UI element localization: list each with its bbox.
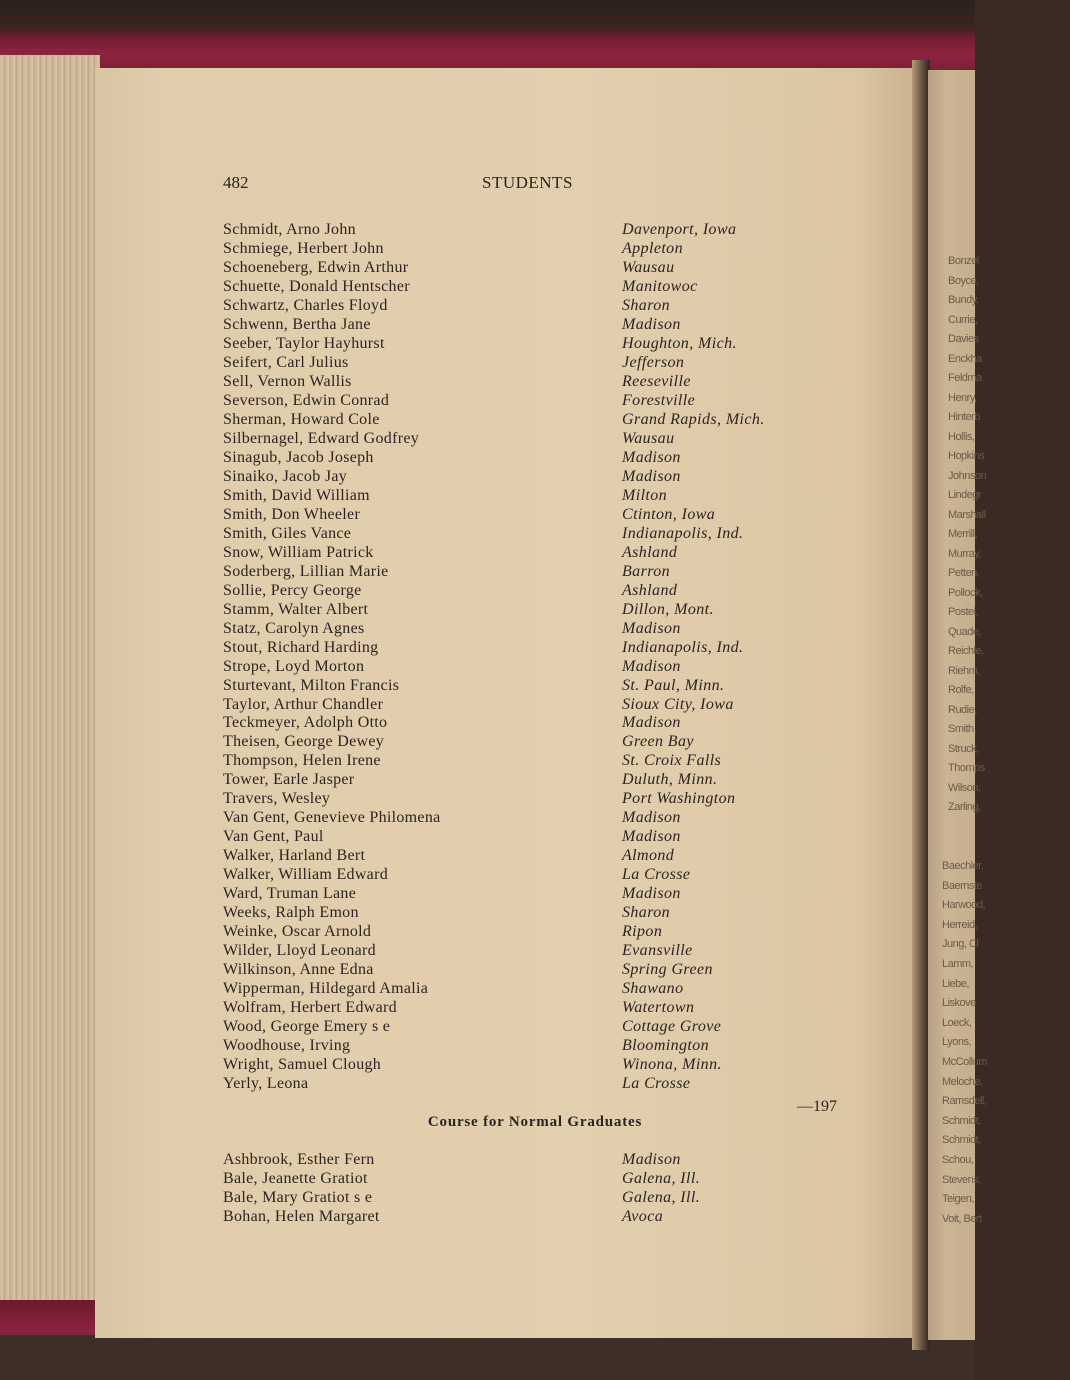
student-name: Weinke, Oscar Arnold	[223, 923, 372, 941]
student-name: Smith, David William	[223, 486, 370, 504]
student-name: Taylor, Arthur Chandler	[223, 695, 384, 713]
student-name: Sollie, Percy George	[223, 581, 362, 599]
facing-page-word: McCollum	[942, 1056, 987, 1068]
student-hometown: Davenport, Iowa	[622, 221, 737, 238]
student-name: Schmidt, Arno John	[223, 221, 356, 238]
student-hometown: Madison	[622, 809, 681, 827]
student-hometown: Indianapolis, Ind.	[622, 524, 744, 542]
student-hometown: Reeseville	[622, 372, 691, 390]
student-name: Wood, George Emery s e	[223, 1018, 391, 1036]
facing-page-word: Jung, Cl	[942, 938, 979, 951]
student-hometown: Ctinton, Iowa	[622, 505, 716, 523]
student-name: Van Gent, Paul	[223, 828, 324, 846]
facing-page-word: Boyce,	[948, 274, 979, 287]
facing-page-word: Hollis,	[948, 430, 975, 443]
student-name: Sinaiko, Jacob Jay	[223, 467, 348, 485]
student-name: Statz, Carolyn Agnes	[223, 619, 365, 637]
student-hometown: Forestville	[622, 391, 696, 409]
student-hometown: Barron	[622, 562, 671, 580]
facing-page-word: Lindegr	[948, 489, 982, 501]
facing-page-word: Smith,	[948, 723, 977, 735]
student-hometown: Shawano	[622, 980, 684, 998]
facing-page-word: Zarling,	[948, 801, 981, 813]
book-page	[95, 68, 920, 1338]
student-name: Silbernagel, Edward Godfrey	[223, 429, 420, 447]
student-name: Seeber, Taylor Hayhurst	[223, 334, 385, 352]
student-hometown: Madison	[622, 828, 681, 846]
student-name: Schwartz, Charles Floyd	[223, 296, 388, 314]
student-hometown: Manitowoc	[622, 277, 698, 295]
student-hometown: Madison	[622, 714, 681, 732]
student-name: Severson, Edwin Conrad	[223, 391, 390, 409]
student-name: Bohan, Helen Margaret	[223, 1208, 380, 1225]
student-hometown: Spring Green	[622, 961, 713, 979]
student-name: Sell, Vernon Wallis	[223, 372, 352, 390]
student-name: Strope, Loyd Morton	[223, 657, 365, 675]
student-name: Schmiege, Herbert John	[223, 239, 384, 257]
student-hometown: Port Washington	[622, 790, 736, 808]
facing-page-word: Voit, Bert	[942, 1212, 982, 1225]
student-name: Tower, Earle Jasper	[223, 771, 355, 789]
facing-page-word: Baernste	[942, 879, 983, 892]
student-hometown: Houghton, Mich.	[622, 334, 737, 352]
student-hometown: Madison	[622, 467, 681, 485]
student-name: Travers, Wesley	[223, 790, 331, 808]
student-hometown: Sioux City, Iowa	[622, 695, 734, 713]
facing-page-word: Harwood,	[942, 899, 986, 912]
facing-page-word: Pollock,	[948, 586, 983, 599]
student-name: Ashbrook, Esther Fern	[223, 1151, 375, 1168]
student-hometown: Madison	[622, 1151, 681, 1168]
facing-page-word: Herreid,	[942, 918, 978, 931]
student-name: Smith, Don Wheeler	[223, 505, 361, 523]
student-name: Schoeneberg, Edwin Arthur	[223, 258, 409, 276]
student-hometown: Madison	[622, 448, 681, 466]
facing-page-word: Bonzel	[948, 255, 979, 267]
student-name: Theisen, George Dewey	[223, 733, 385, 751]
facing-page-word: Murray,	[948, 547, 981, 560]
student-hometown: Ashland	[622, 543, 678, 561]
section-heading: Course for Normal Graduates	[427, 1114, 643, 1130]
student-hometown: Watertown	[622, 999, 695, 1017]
background-bottom	[0, 1335, 975, 1380]
student-hometown: Green Bay	[622, 733, 694, 751]
student-name: Schuette, Donald Hentscher	[223, 277, 410, 295]
facing-page-word: Baechler,	[942, 860, 984, 872]
student-name: Wolfram, Herbert Edward	[223, 999, 397, 1017]
facing-page-word: Liskove	[942, 997, 976, 1010]
student-hometown: Dillon, Mont.	[622, 600, 714, 618]
student-name: Weeks, Ralph Emon	[223, 904, 359, 922]
student-name: Wipperman, Hildegard Amalia	[223, 980, 429, 998]
student-hometown: Madison	[622, 315, 681, 333]
student-hometown: Galena, Ill.	[622, 1189, 701, 1206]
count-total: —197	[797, 1098, 837, 1115]
student-hometown: La Crosse	[622, 1075, 691, 1093]
student-name: Sturtevant, Milton Francis	[223, 676, 400, 694]
running-head: STUDENTS	[482, 173, 573, 192]
student-name: Bale, Mary Gratiot s e	[223, 1189, 373, 1206]
facing-page-word: Hinterb	[948, 411, 980, 423]
student-name: Wilkinson, Anne Edna	[223, 961, 374, 979]
student-hometown: Madison	[622, 619, 681, 637]
student-name: Bale, Jeanette Gratiot	[223, 1170, 368, 1187]
student-name: Sherman, Howard Cole	[223, 410, 380, 428]
facing-page-word: Merrill,	[948, 528, 977, 540]
student-hometown: Jefferson	[622, 353, 685, 371]
student-hometown: Avoca	[622, 1208, 664, 1225]
facing-page-word: Johnson	[948, 469, 987, 482]
student-name: Walker, Harland Bert	[223, 847, 366, 865]
student-hometown: St. Paul, Minn.	[622, 676, 725, 694]
student-name: Thompson, Helen Irene	[223, 752, 381, 770]
facing-page-word: Ramsdell,	[942, 1095, 987, 1108]
facing-page-word: Quade,	[948, 625, 982, 638]
facing-page-word: Loeck,	[942, 1016, 972, 1029]
student-name: Snow, William Patrick	[223, 543, 374, 561]
facing-page-word: Wilson,	[948, 781, 981, 794]
student-hometown: Sharon	[622, 904, 671, 922]
student-hometown: Ashland	[622, 581, 678, 599]
facing-page-word: Henry,	[948, 391, 977, 404]
facing-page-word: Liebe,	[942, 977, 969, 990]
facing-page-word: Reichle,	[948, 645, 984, 657]
facing-page-word: Enckha	[948, 352, 982, 365]
student-name: Teckmeyer, Adolph Otto	[223, 714, 388, 732]
student-name: Smith, Giles Vance	[223, 524, 352, 542]
student-hometown: Appleton	[622, 239, 683, 257]
student-name: Schwenn, Bertha Jane	[223, 315, 371, 333]
student-name: Soderberg, Lillian Marie	[223, 562, 389, 580]
student-hometown: Milton	[622, 486, 668, 504]
student-hometown: Evansville	[622, 942, 693, 960]
facing-page-word: Marshall	[948, 508, 986, 521]
facing-page-word: Petten,	[948, 567, 980, 579]
student-hometown: Grand Rapids, Mich.	[622, 410, 765, 428]
student-hometown: La Crosse	[622, 866, 691, 884]
facing-page-word: Davies	[948, 333, 979, 345]
student-name: Yerly, Leona	[223, 1075, 309, 1093]
student-hometown: Bloomington	[622, 1037, 710, 1055]
facing-page-word: Stevens,	[942, 1173, 981, 1186]
facing-page-word: Meloche,	[942, 1075, 983, 1088]
student-name: Sinagub, Jacob Joseph	[223, 448, 374, 466]
student-name: Stout, Richard Harding	[223, 638, 379, 656]
facing-page-word: Postel,	[948, 606, 979, 618]
facing-page-word: Teigen,	[942, 1193, 974, 1206]
facing-page	[928, 70, 987, 1340]
facing-page-word: Bundy,	[948, 294, 979, 306]
student-hometown: Madison	[622, 657, 681, 675]
student-hometown: Duluth, Minn.	[622, 771, 718, 789]
facing-page-word: Currie,	[948, 313, 978, 326]
facing-page-word: Schou,	[942, 1154, 974, 1166]
facing-page-word: Hopkins	[948, 450, 985, 462]
student-hometown: Ripon	[622, 923, 663, 941]
facing-page-word: Lyons,	[942, 1036, 972, 1049]
student-hometown: Indianapolis, Ind.	[622, 638, 744, 656]
student-name: Walker, William Edward	[223, 866, 389, 884]
student-name: Ward, Truman Lane	[223, 885, 357, 903]
facing-page-word: Schmidt,	[942, 1134, 981, 1147]
student-hometown: Cottage Grove	[622, 1018, 722, 1036]
student-hometown: Madison	[622, 885, 681, 903]
student-name: Van Gent, Genevieve Philomena	[223, 809, 441, 827]
page-number: 482	[223, 173, 249, 192]
facing-page-word: Rudie,	[948, 703, 977, 716]
student-hometown: Wausau	[622, 258, 675, 276]
student-hometown: St. Croix Falls	[622, 752, 722, 770]
student-name: Seifert, Carl Julius	[223, 353, 349, 371]
student-name: Wilder, Lloyd Leonard	[223, 942, 376, 960]
student-hometown: Winona, Minn.	[622, 1056, 722, 1074]
page-stack	[0, 55, 100, 1325]
student-name: Woodhouse, Irving	[223, 1037, 351, 1055]
facing-page-word: Feldma	[948, 372, 982, 384]
facing-page-word: Schmidt,	[942, 1114, 981, 1127]
facing-page-word: Rolfe,	[948, 684, 974, 696]
facing-page-word: Riehm,	[948, 664, 980, 677]
facing-page-word: Thomps	[948, 762, 985, 774]
student-hometown: Almond	[622, 847, 675, 865]
student-hometown: Galena, Ill.	[622, 1170, 701, 1187]
facing-page-word: Lamm,	[942, 958, 974, 970]
student-hometown: Sharon	[622, 296, 671, 314]
student-hometown: Wausau	[622, 429, 675, 447]
student-name: Stamm, Walter Albert	[223, 600, 369, 618]
facing-page-word: Struck,	[948, 742, 979, 755]
student-name: Wright, Samuel Clough	[223, 1056, 382, 1074]
